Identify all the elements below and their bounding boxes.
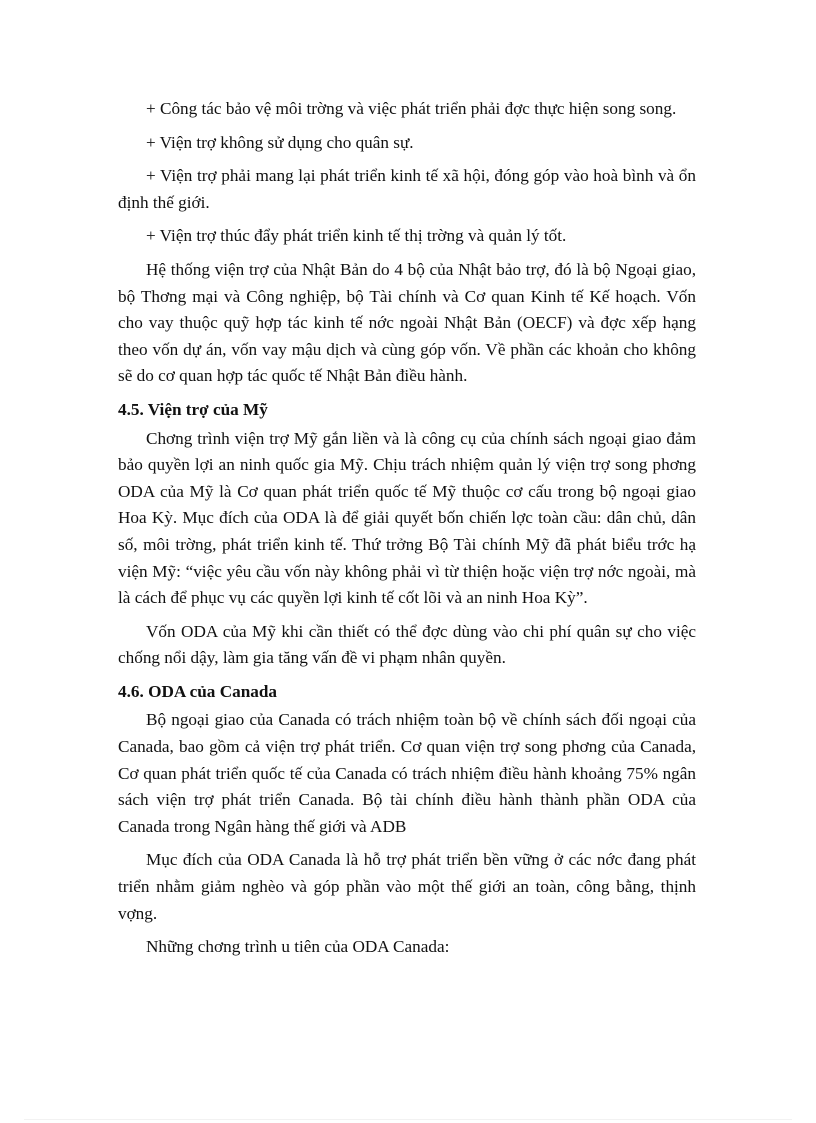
section-heading-canada-oda: 4.6. ODA của Canada — [118, 681, 278, 701]
paragraph-us-program: Chơng trình viện trợ Mỹ gắn liền và là công cụ của chính sách ngoại giao đảm bảo quyền lợi an ninh quốc gia Mỹ. Chịu trách nhiệm quản lý viện trợ song phơng ODA của Mỹ là Cơ quan phát triển quốc tế Mỹ thuộc cơ cấu trong bộ ngoại giao Hoa Kỳ. Mục đích của ODA là để giải quyết bốn chiến lợc toàn cầu: dân chủ, dân số, môi trờng, phát triển kinh tế. Thứ trởng Bộ Tài chính Mỹ đã phát biểu trớc hạ viện Mỹ: “việc yêu cầu vốn này không phải vì từ thiện hoặc viện trợ nớc ngoài, mà là cách để phục vụ các quyền lợi kinh tế cốt lõi và an ninh Hoa Kỳ”. — [118, 428, 696, 608]
section-heading-us-aid: 4.5. Viện trợ của Mỹ — [118, 399, 268, 419]
paragraph-us-military: Vốn ODA của Mỹ khi cần thiết có thể đợc dùng vào chi phí quân sự cho việc chống nổi dậy, làm gia tăng vấn đề vi phạm nhân quyền. — [118, 621, 696, 668]
paragraph-canada-purpose: Mục đích của ODA Canada là hỗ trợ phát triển bền vững ở các nớc đang phát triển nhằm giảm nghèo và góp phần vào một thế giới an toàn, công bằng, thịnh vợng. — [118, 850, 696, 923]
page-bottom-divider — [24, 1119, 792, 1120]
paragraph-canada-ministry: Bộ ngoại giao của Canada có trách nhiệm toàn bộ về chính sách đối ngoại của Canada, bao gồm cả viện trợ phát triển. Cơ quan viện trợ song phơng của Canada, Cơ quan phát triển quốc tế của Canada có trách nhiệm điều hành khoảng 75% ngân sách viện trợ phát triển Canada. Bộ tài chính điều hành thành phần ODA của Canada trong Ngân hàng thế giới và ADB — [118, 710, 696, 836]
paragraph-market-economy: + Viện trợ thúc đẩy phát triển kinh tế thị trờng và quản lý tốt. — [146, 226, 567, 246]
paragraph-no-military: + Viện trợ không sử dụng cho quân sự. — [146, 132, 414, 152]
paragraph-canada-priorities: Những chơng trình u tiên của ODA Canada: — [146, 937, 450, 957]
paragraph-env-protection: + Công tác bảo vệ môi trờng và việc phát triển phải đợc thực hiện song song. — [146, 99, 677, 118]
paragraph-japan-system: Hệ thống viện trợ của Nhật Bản do 4 bộ của Nhật bảo trợ, đó là bộ Ngoại giao, bộ Thơng mại và Công nghiệp, bộ Tài chính và Cơ quan Kinh tế Kế hoạch. Vốn cho vay thuộc quỹ hợp tác kinh tế nớc ngoài Nhật Bản (OECF) và đợc xếp hạng theo vốn dự án, vốn vay mậu dịch và cùng góp vốn. Về phần các khoản cho không sẽ do cơ quan hợp tác quốc tế Nhật Bản điều hành. — [118, 259, 696, 386]
paragraph-socioeconomic: + Viện trợ phải mang lại phát triển kinh tế xã hội, đóng góp vào hoà bình và ổn định thế giới. — [118, 166, 696, 212]
document-page — [118, 96, 696, 968]
